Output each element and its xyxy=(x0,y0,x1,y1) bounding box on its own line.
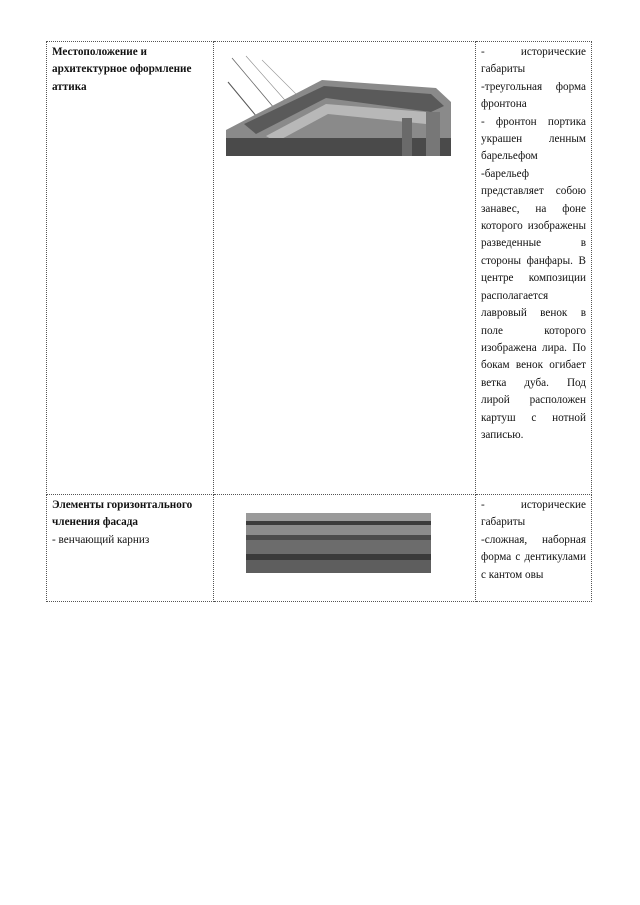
description-line: - исторические габариты xyxy=(481,499,586,529)
facade-elements-table xyxy=(46,41,592,602)
element-title: Местоположение и архитектурное оформление аттика xyxy=(52,46,192,93)
cornice-photo xyxy=(246,513,431,573)
description-line: -треугольная форма фронтона xyxy=(481,80,586,111)
element-name-cell xyxy=(47,495,214,602)
table-row xyxy=(47,495,592,602)
description-line: - исторические габариты xyxy=(481,46,586,76)
element-title: Элементы горизонтального членения фасада xyxy=(52,499,193,529)
pediment-photo xyxy=(226,54,456,156)
photo-cell xyxy=(214,495,476,602)
description-cell xyxy=(476,42,592,495)
description-line: -сложная, наборная форма с дентикулами с кантом овы xyxy=(481,533,586,581)
element-name-cell xyxy=(47,42,214,495)
photo-cell xyxy=(214,42,476,495)
description-cell xyxy=(476,495,592,602)
description-line: - фронтон портика украшен ленным барельефом xyxy=(481,115,586,163)
table-row xyxy=(47,42,592,495)
description-line: -барельеф представляет собою занавес, на фоне которого изображены разведенные в стороны фанфары. В центре композиции располагается лавровый венок в поле которого изображена лира. По бокам венок огибает ветка дуба. Под лирой расположен картуш с нотной записью. xyxy=(481,167,586,441)
element-subtitle: - венчающий карниз xyxy=(52,533,150,546)
